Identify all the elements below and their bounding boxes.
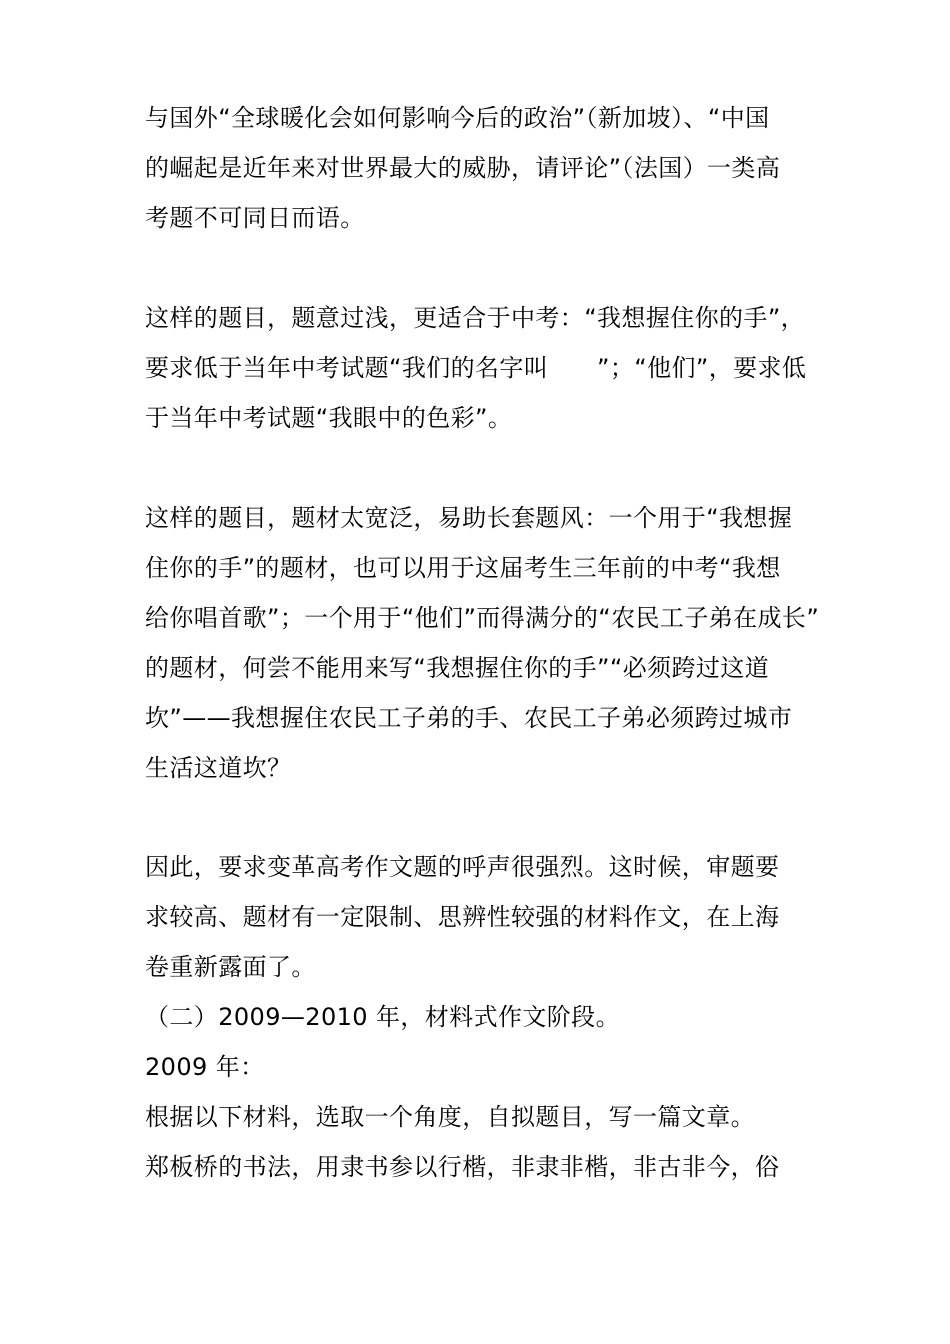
text-line: 的崛起是近年来对世界最大的威胁，请评论”（法国）一类高 (145, 154, 781, 182)
text-line: 因此，要求变革高考作文题的呼声很强烈。这时候，审题要 (145, 853, 780, 881)
text-line: 与国外“全球暖化会如何影响今后的政治”（新加坡）、“中国 (145, 104, 770, 132)
text-line: 于当年中考试题“我眼中的色彩”。 (145, 404, 513, 432)
text-line: 生活这道坎？ (145, 754, 292, 782)
text-line: 卷重新露面了。 (145, 953, 316, 981)
text-line: 要求低于当年中考试题“我们的名字叫 ”；“他们”，要求低 (145, 354, 807, 382)
text-line: 这样的题目，题材太宽泛，易助长套题风：一个用于“我想握 (145, 504, 793, 532)
text-line: 给你唱首歌”；一个用于“他们”而得满分的“农民工子弟在成长” (145, 604, 820, 632)
text-line: 郑板桥的书法，用隶书参以行楷，非隶非楷，非古非今，俗 (145, 1153, 780, 1181)
text-line: 坎”——我想握住农民工子弟的手、农民工子弟必须跨过城市 (145, 704, 793, 732)
section-heading: （二）2009—2010 年，材料式作文阶段。 (145, 1003, 620, 1031)
text-line: 的题材，何尝不能用来写“我想握住你的手”“必须跨过这道 (145, 654, 770, 682)
text-line: 根据以下材料，选取一个角度，自拟题目，写一篇文章。 (145, 1103, 755, 1131)
text-line: 考题不可同日而语。 (145, 204, 365, 232)
text-line: 住你的手”的题材，也可以用于这届考生三年前的中考“我想 (145, 554, 781, 582)
text-line: 求较高、题材有一定限制、思辨性较强的材料作文，在上海 (145, 903, 780, 931)
year-label: 2009 年： (145, 1053, 265, 1081)
text-line: 这样的题目，题意过浅，更适合于中考：“我想握住你的手”， (145, 304, 806, 332)
